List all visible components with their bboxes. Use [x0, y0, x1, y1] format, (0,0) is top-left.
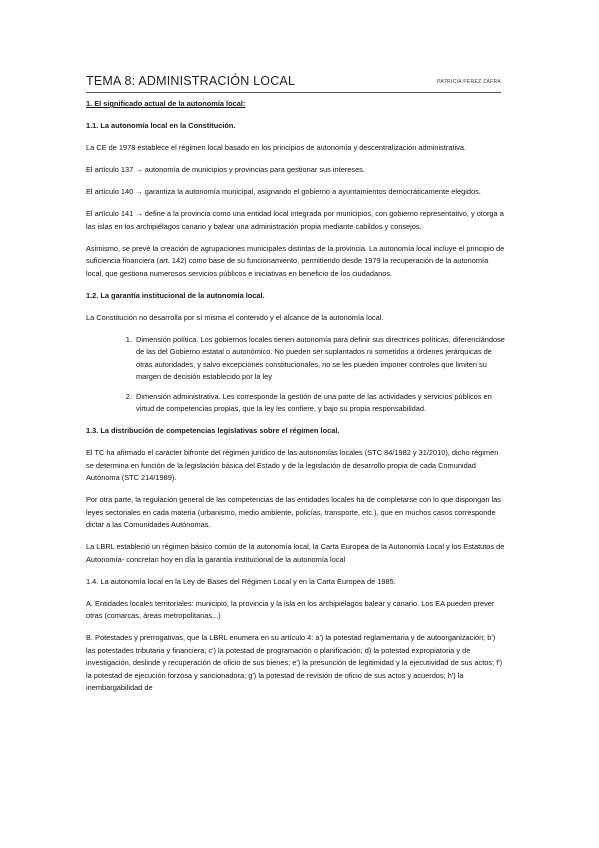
section-heading-1: 1. El significado actual de la autonomía local: — [86, 99, 246, 108]
paragraph: El artículo 140 → garantiza la autonomía municipal, asignando el gobierno a ayuntamientos democráticamente elegidos. — [86, 187, 481, 196]
paragraph: La CE de 1978 establece el régimen local basado en los principios de autonomía y descentralización administrativa. — [86, 143, 467, 152]
document-title: TEMA 8: ADMINISTRACIÓN LOCAL — [86, 74, 296, 88]
paragraph: Asimismo, se prevé la creación de agrupaciones municipales distintas de la provincia. La autonomía local incluye el principio de suficiencia financiera (art. 142) como base de su funcionamiento, permitiendo desde 1979 la recuperación de la autonomía local, que gestiona numerosos servicios públicos e iniciativas en beneficio de los ciudadanos. — [86, 243, 505, 278]
paragraph: Por otra parte, la regulación general de las competencias de las entidades locales ha de completarse con lo que dispongan las leyes sectoriales en cada materia (urbanismo, medio ambiente, policías, transporte, etc.), que en muchos casos corresponde dictar a las Comunidades Autónomas. — [86, 495, 501, 529]
paragraph: El artículo 141 → define a la provincia como una entidad local integrada por municipios, con gobierno representativo, y otorga a las islas en los archipiélagos canario y balear una administración propia mediante cabildos y consejos. — [86, 209, 504, 231]
list-item: 1. Dimensión política. Los gobiernos locales tienen autonomía para definir sus directrices políticas, diferenciándose de las del Gobierno estatal o autonómico. No pueden ser suplantados ni sometidos a órdenes jerárquicas de otras autoridades, y salvo excepciones constitucionales, no se les pueden imponer controles que limiten su margen de decisión establecido por la ley — [134, 334, 506, 384]
paragraph: La LBRL estableció un régimen básico común de la autonomía local, la Carta Europea de la Autonomía Local y los Estatutos de Autonomía- concretan hoy en día la garantía institucional de la autonomía local — [86, 542, 505, 564]
paragraph: La Constitución no desarrolla por sí misma el contenido y el alcance de la autonomía local. — [86, 312, 384, 322]
section-heading-1-2: 1.2. La garantía institucional de la autonomía local. — [86, 290, 265, 300]
document-body — [86, 98, 506, 704]
paragraph: El TC ha afirmado el carácter bifronte del régimen jurídico de las autonomías locales (STC 84/1982 y 31/2010), dicho régimen se determina en función de la legislación básica del Estado y de la legislación de desarrollo propia de cada Comunidad Autónoma (STC 214/1989). — [86, 448, 499, 482]
paragraph: B. Potestades y prerrogativas, que la LBRL enumera en su artículo 4: a') la potestad reglamentaria y de autoorganización; b') las potestades tributaria y financiera; c') la potestad de programación o planificación; d) la potestad expropiatoria y de investigación, deslinde y recuperación de oficio de sus bienes; e') la presunción de legitimidad y la ejecutividad de sus actos; f') la potestad de ejecución forzosa y sancionadora; g') la potestad de revisión de oficio de sus actos y acuerdos; h') la inembargabilidad de — [86, 633, 503, 692]
page-header — [86, 74, 501, 93]
author-name: PATRICIA PÉREZ ZAFRA — [437, 79, 501, 85]
paragraph: A. Entidades locales territoriales: municipio, la provincia y la isla en los archipiélagos balear y canario. Los EA pueden prever otras (comarcas, áreas metropolitanas...) — [86, 598, 495, 620]
numbered-list — [86, 334, 506, 416]
section-heading-1-3: 1.3. La distribución de competencias legislativas sobre el régimen local. — [86, 426, 340, 435]
section-heading-1-4: 1.4. La autonomía local en la Ley de Bases del Régimen Local y en la Carta Europea de 1985. — [86, 576, 396, 586]
section-heading-1-1: 1.1. La autonomía local en la Constitución. — [86, 121, 236, 130]
paragraph: El artículo 137 → autonomía de municipios y provincias para gestionar sus intereses. — [86, 165, 365, 174]
list-item: 2. Dimensión administrativa. Les corresponde la gestión de una parte de las actividades y servicios públicos en virtud de competencias propias, que la ley les confiere, y bajo su propia responsabilidad. — [134, 391, 506, 416]
